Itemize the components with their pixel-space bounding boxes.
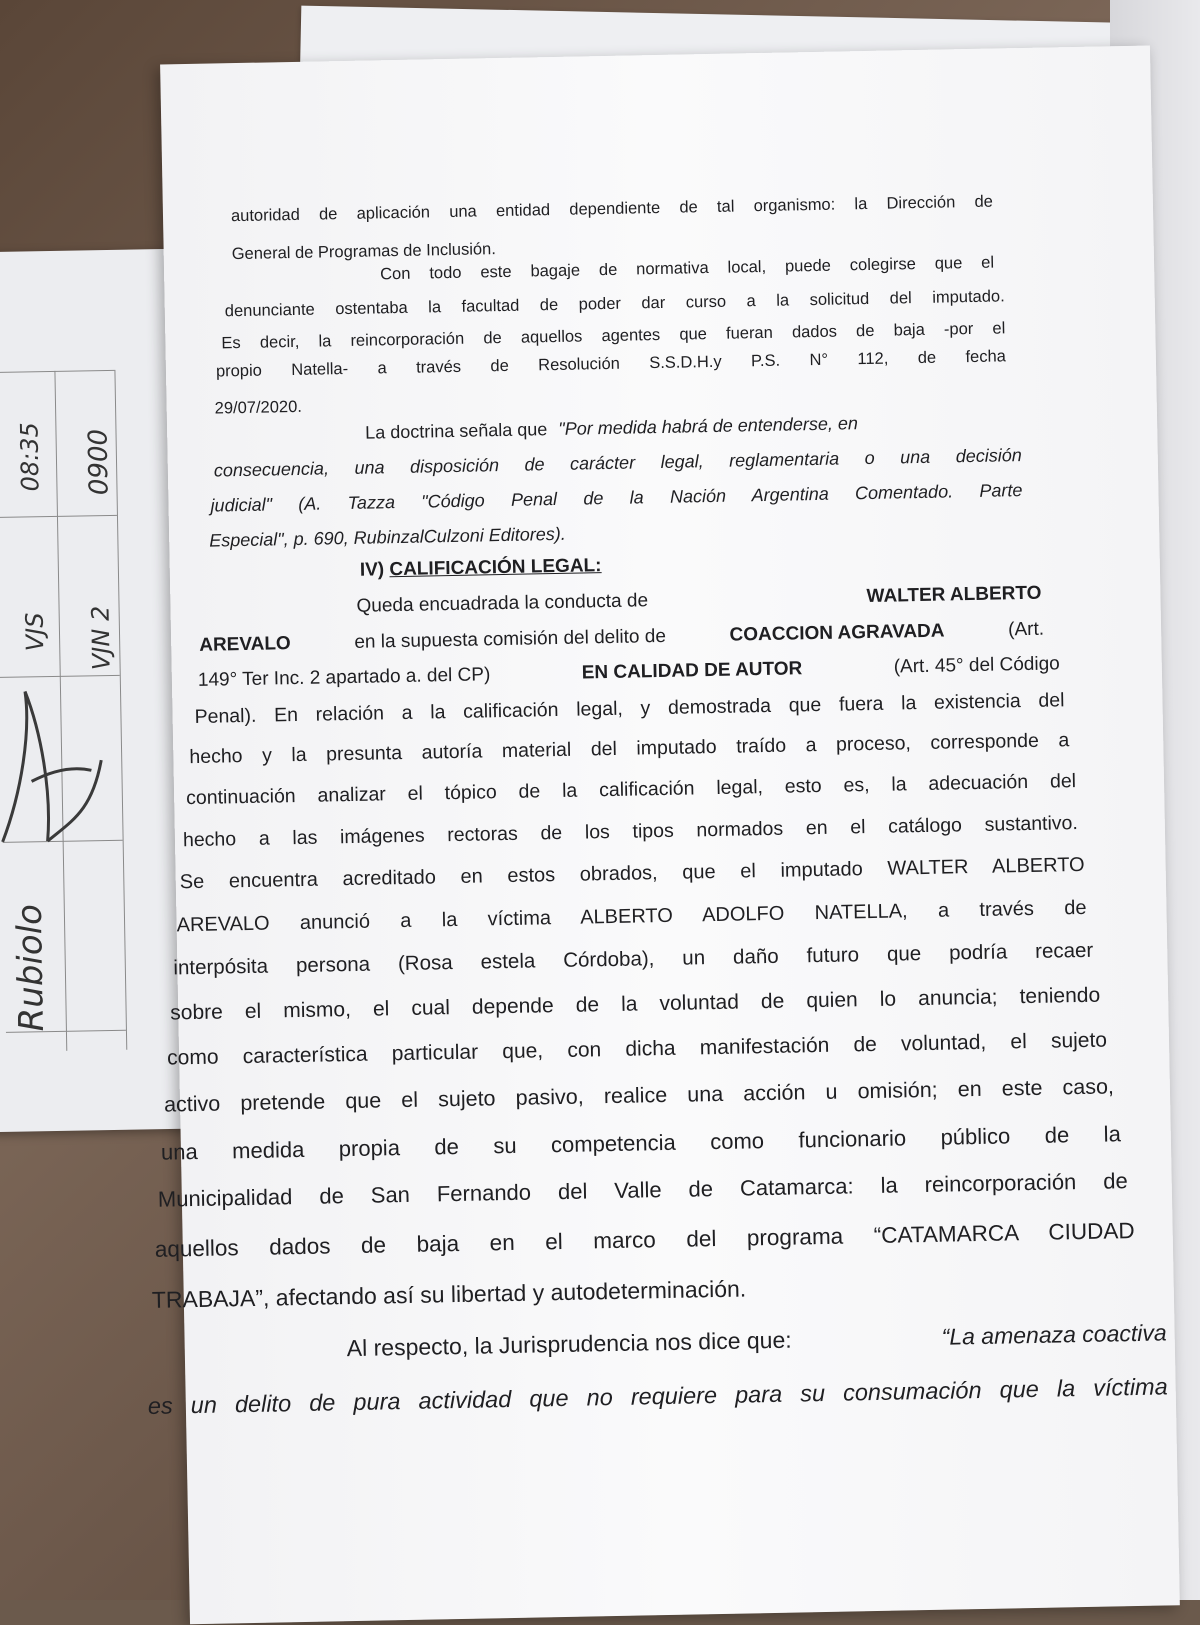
defendant-name: AREVALO — [199, 633, 291, 656]
table-divider — [114, 370, 127, 1050]
text-span-italic: "Por medida habrá de entenderse, en — [558, 413, 859, 439]
text-line: Con todo este bagaje de normativa local, puede colegirse que el — [379, 253, 995, 284]
text-span: Al respecto, la Jurisprudencia nos dice que: — [346, 1326, 792, 1362]
text-span: Queda encuadrada la conducta de — [356, 590, 649, 617]
text-line: 29/07/2020. — [214, 397, 303, 418]
text-line: como característica particular que, con dicha manifestación de voluntad, el sujeto — [166, 1028, 1108, 1070]
document-page — [147, 45, 1180, 1624]
text-line: activo pretende que el sujeto pasivo, realice una acción u omisión; en este caso, — [163, 1074, 1115, 1117]
table-rule — [0, 515, 117, 518]
text-line: propio Natella- a través de Resolución S.S.D.H.y P.S. N° 112, de fecha — [215, 347, 1007, 381]
signature: Rubiolo — [9, 903, 52, 1032]
text-line: Se encuentra acreditado en estos obrados, que el imputado WALTER ALBERTO — [179, 853, 1085, 894]
text-span: 149° Ter Inc. 2 apartado a. del CP) — [197, 664, 491, 691]
section-heading — [360, 556, 602, 580]
text-line: Penal). En relación a la calificación legal, y demostrada que fuera la existencia del — [194, 689, 1065, 728]
text-line: continuación analizar el tópico de la calificación legal, esto es, la adecuación del — [185, 770, 1077, 810]
role-label: EN CALIDAD DE AUTOR — [581, 658, 803, 684]
handwritten-time: 0900 — [83, 428, 115, 496]
defendant-name: WALTER ALBERTO — [866, 582, 1042, 608]
text-span: (Art. — [1007, 618, 1045, 641]
text-line: sobre el mismo, el cual depende de la voluntad de quien lo anuncia; teniendo — [170, 983, 1101, 1025]
table-rule — [0, 370, 114, 373]
text-line: hecho y la presunta autoría material del imputado traído a proceso, corresponde a — [189, 729, 1070, 769]
text-line: judicial" (A. Tazza "Código Penal de la Nación Argentina Comentado. Parte — [210, 480, 1023, 516]
text-span: La doctrina señala que — [365, 419, 548, 443]
text-line — [356, 584, 1041, 616]
handwritten-time: 08:35 — [15, 421, 45, 492]
text-line — [347, 1321, 1167, 1360]
handwritten-note: VJN 2 — [86, 605, 116, 671]
text-line: una medida propia de su competencia como funcionario público de la — [160, 1121, 1122, 1165]
handwritten-note: VJS — [20, 612, 50, 652]
text-line-doctrina — [365, 411, 1021, 442]
offense-name: COACCION AGRAVADA — [729, 620, 945, 646]
text-line: TRABAJA”, afectando así su libertad y autodeterminación. — [151, 1275, 747, 1313]
text-line: aquellos dados de baja en el marco del programa “CATAMARCA CIUDAD — [154, 1218, 1135, 1262]
text-line: interpósita persona (Rosa estela Córdoba), un daño futuro que podría recaer — [173, 938, 1094, 980]
text-line: General de Programas de Inclusión. — [231, 240, 497, 264]
quote-span: “La amenaza coactiva — [941, 1319, 1167, 1350]
section-title: CALIFICACIÓN LEGAL: — [389, 555, 602, 581]
text-line: hecho a las imágenes rectoras de los tipos normados en el catálogo sustantivo. — [182, 812, 1079, 852]
text-line: AREVALO anunció a la víctima ALBERTO ADOLFO NATELLA, a través de — [176, 896, 1087, 937]
text-span: en la supuesta comisión del delito de — [354, 625, 667, 653]
text-line: autoridad de aplicación una entidad dependiente de tal organismo: la Dirección de — [230, 192, 994, 226]
text-line: es un delito de pura actividad que no requiere para su consumación que la víctima — [147, 1373, 1168, 1419]
section-number: IV) — [359, 559, 385, 581]
text-line — [199, 620, 1044, 655]
text-line: Es decir, la reincorporación de aquellos agentes que fueran dados de baja -por el — [221, 319, 1006, 353]
text-span: (Art. 45° del Código — [893, 653, 1060, 678]
signature-scribble — [0, 670, 113, 862]
text-line: denunciante ostentaba la facultad de poder dar curso a la solicitud del imputado. — [224, 287, 1005, 321]
text-line: consecuencia, una disposición de carácter legal, reglamentaria o una decisión — [213, 445, 1022, 481]
text-line: Especial", p. 690, RubinzalCulzoni Editores). — [209, 523, 566, 551]
text-line: Municipalidad de San Fernando del Valle de Catamarca: la reincorporación de — [157, 1168, 1128, 1212]
document-body — [147, 45, 1180, 1624]
text-line — [198, 654, 1060, 690]
